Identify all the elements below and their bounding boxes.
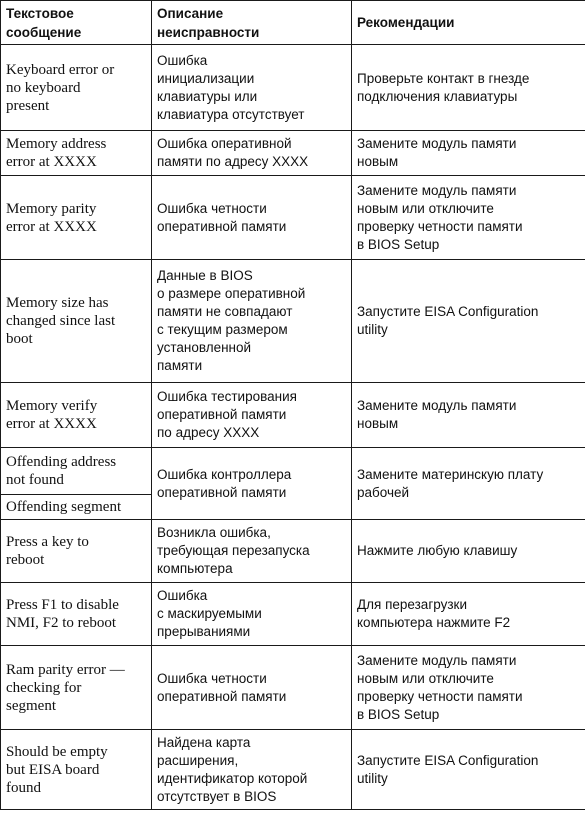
description-cell: Ошибка четности оперативной памяти (152, 176, 352, 260)
recommendation-cell: Замените модуль памяти новым (352, 383, 585, 448)
message-cell: Memory size has changed since last boot (1, 260, 152, 383)
description-cell: Найдена карта расширения, идентификатор которой отсутствует в BIOS (152, 730, 352, 810)
message-cell: Offending segment (1, 495, 152, 520)
table-row (1, 448, 585, 495)
message-cell: Press a key to reboot (1, 520, 152, 583)
recommendation-cell: Запустите EISA Configuration utility (352, 730, 585, 810)
description-cell: Данные в BIOS о размере оперативной памяти не совпадают с текущим размером установленной памяти (152, 260, 352, 383)
recommendation-cell: Нажмите любую клавишу (352, 520, 585, 583)
message-cell: Keyboard error or no keyboard present (1, 45, 152, 131)
header-recommendation: Рекомендации (352, 1, 585, 45)
description-cell: Ошибка инициализации клавиатуры или клавиатура отсутствует (152, 45, 352, 131)
table-row (1, 520, 585, 583)
table-row (1, 646, 585, 730)
table-row (1, 583, 585, 646)
table-row (1, 45, 585, 131)
table-row (1, 176, 585, 260)
message-cell: Ram parity error — checking for segment (1, 646, 152, 730)
recommendation-cell: Для перезагрузки компьютера нажмите F2 (352, 583, 585, 646)
description-cell: Ошибка контроллера оперативной памяти (152, 448, 352, 520)
table-row (1, 730, 585, 810)
message-cell: Press F1 to disable NMI, F2 to reboot (1, 583, 152, 646)
table-header-row (1, 1, 585, 45)
message-cell: Memory parity error at XXXX (1, 176, 152, 260)
recommendation-cell: Замените материнскую плату рабочей (352, 448, 585, 520)
message-cell: Should be empty but EISA board found (1, 730, 152, 810)
description-cell: Ошибка тестирования оперативной памяти по адресу XXXX (152, 383, 352, 448)
message-cell: Memory verify error at XXXX (1, 383, 152, 448)
recommendation-cell: Проверьте контакт в гнезде подключения клавиатуры (352, 45, 585, 131)
recommendation-cell: Замените модуль памяти новым или отключите проверку четности памяти в BIOS Setup (352, 176, 585, 260)
description-cell: Ошибка оперативной памяти по адресу XXXX (152, 131, 352, 176)
recommendation-cell: Запустите EISA Configuration utility (352, 260, 585, 383)
table-row (1, 260, 585, 383)
header-description: Описание неисправности (152, 1, 352, 45)
message-cell: Offending address not found (1, 448, 152, 495)
description-cell: Ошибка с маскируемыми прерываниями (152, 583, 352, 646)
description-cell: Возникла ошибка, требующая перезапуска компьютера (152, 520, 352, 583)
table-row (1, 131, 585, 176)
message-cell: Memory address error at XXXX (1, 131, 152, 176)
recommendation-cell: Замените модуль памяти новым (352, 131, 585, 176)
recommendation-cell: Замените модуль памяти новым или отключите проверку четности памяти в BIOS Setup (352, 646, 585, 730)
table-row (1, 383, 585, 448)
description-cell: Ошибка четности оперативной памяти (152, 646, 352, 730)
header-message: Текстовое сообщение (1, 1, 152, 45)
